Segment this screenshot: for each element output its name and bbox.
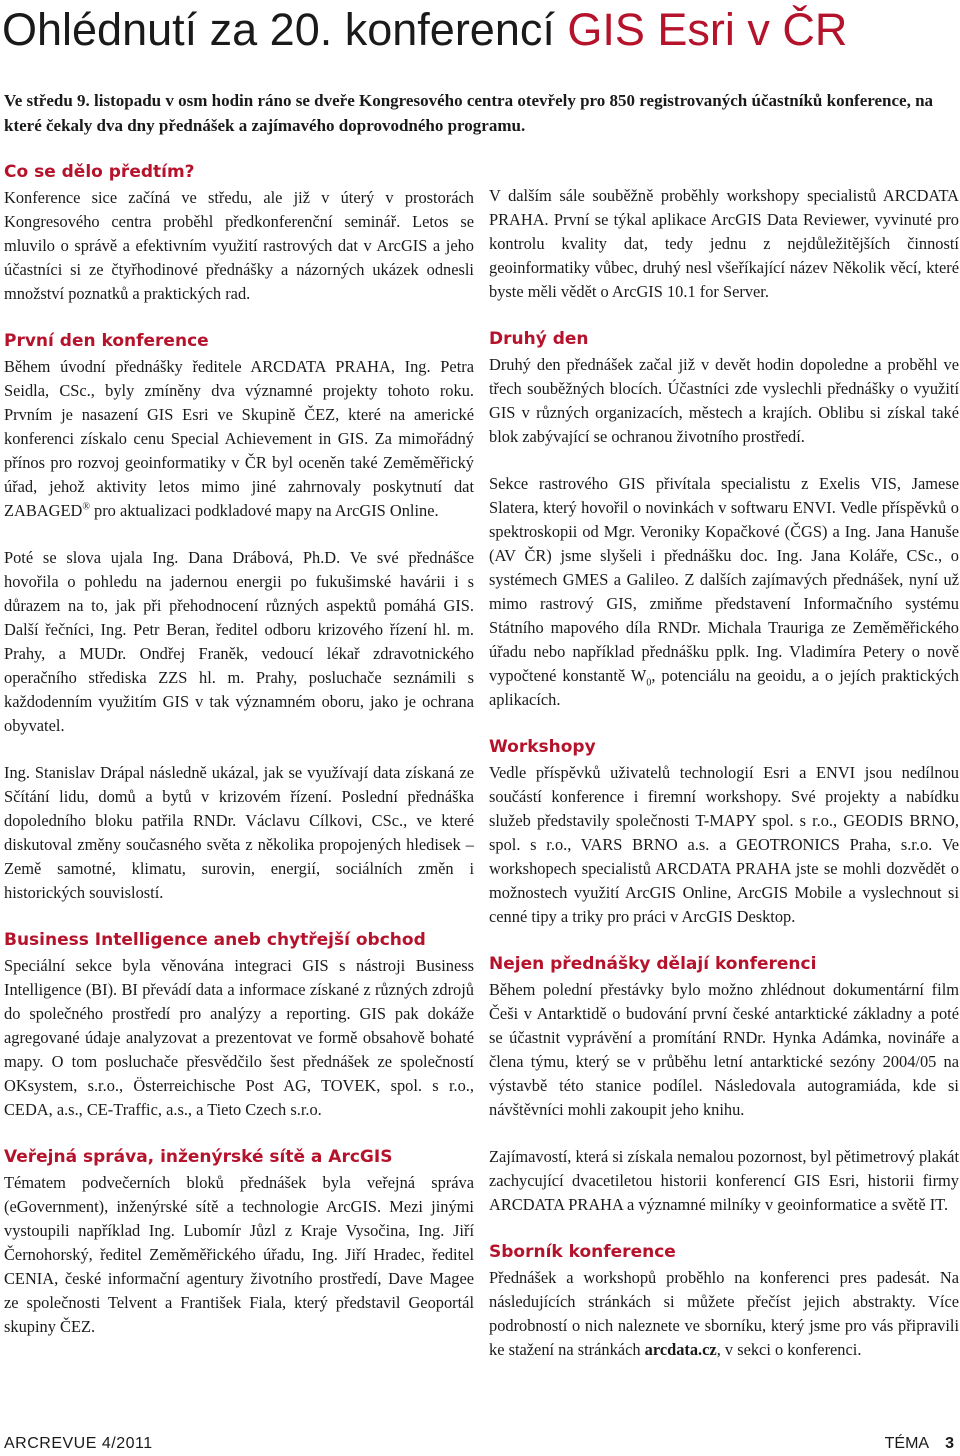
page-title [2,4,847,56]
right-column [489,184,959,1362]
paragraph-druhy-den-1: Druhý den přednášek začal již v devět hodin dopoledne a proběhl ve třech souběžných blocích. Účastníci zde vyslechli přednášky o využití GIS v různých organizacích, městech a krajích. Oblibu si získal také blok zabývající se ochranou životního prostředí. [489,355,959,446]
heading-druhy-den: Druhý den [489,329,589,349]
heading-workshopy: Workshopy [489,737,596,757]
page-number: 3 [945,1435,954,1452]
paragraph-druhy-den-2: Sekce rastrového GIS přivítala specialistu z Exelis VIS, Jamese Slatera, který hovořil o novinkách v softwaru ENVI. Vedle příspěvků o spektroskopii od Mgr. Veroniky Kopačkové (ČGS) a Ing. Jana Hanuše (AV ČR) jsme slyšeli i přednášku doc. Ing. Jana Koláře, CSc., o systémech GMES a Galileo. Z dalších zajímavých přednášek, nyní už mimo rastrový GIS, zmiňme představení Informačního systému Státního mapového díla RNDr. Michala Trauriga ze Zeměměřického úřadu nebo například přednášku pplk. Ing. Vladimíra Petery o nově vypočtené konstantě $W_0$, potenciálu na geoidu, a o jejích praktických aplikacích. [489,474,959,709]
footer-section [885,1434,954,1454]
paragraph-prvni-den-3: Ing. Stanislav Drápal následně ukázal, jak se využívají data získaná ze Sčítání lidu, domů a bytů v krizovém řízení. Poslední přednáška dopoledního bloku patřila RNDr. Václavu Cílkovi, CSc., ve které diskutoval změny současného světa z několika propojených hledisek – Země samotné, klimatu, surovin, energií, sociálních změn i historických souvislostí. [4,763,474,902]
heading-business-intelligence: Business Intelligence aneb chytřejší obchod [4,930,426,950]
paragraph-workshopy-intro: V dalším sále souběžně proběhly workshopy specialistů ARCDATA PRAHA. První se týkal aplikace ArcGIS Data Reviewer, vyvinuté pro kontrolu kvality dat, tedy jednu z nejdůležitějších činností geoinformatiky vůbec, druhý nesl všeříkající název Několik věcí, které byste měli vědět o ArcGIS 10.1 for Server. [489,186,959,301]
footer-publication: ARCREVUE 4/2011 [4,1435,153,1452]
paragraph-predtim: Konference sice začíná ve středu, ale již v úterý v prostorách Kongresového centra proběhl předkonferenční seminář. Letos se mluvilo o správě a efektivním využití rastrových dat v ArcGIS a jeho účastníci si ze čtyřhodinové přednášky a názorných ukázek odnesli množství poznatků a praktických rad. [4,188,474,303]
paragraph-nejen-1: Během polední přestávky bylo možno zhlédnout dokumentární film Češi v Antarktidě o budování první české antarktické základny a poté se účastnit vyprávění a promítání RNDr. Hynka Adámka, novináře a člena týmu, který se v průběhu letní antarktické sezóny 2004/05 na výstavbě této stanice podílel. Následovala autogramiáda, kde si návštěvníci mohli zakoupit jeho knihu. [489,980,959,1119]
lead-paragraph: Ve středu 9. listopadu v osm hodin ráno se dveře Kongresového centra otevřely pro 850 registrovaných účastníků konference, na které čekaly dva dny přednášek a zajímavého doprovodného programu. [4,91,934,135]
paragraph-verejna-sprava: Tématem podvečerních bloků přednášek byla veřejná správa (eGovernment), inženýrské sítě a technologie ArcGIS. Mezi jinými vystoupili například Ing. Lubomír Jůzl z Kraje Vysočina, Ing. Jiří Černohorský, ředitel Zeměměřického úřadu, Ing. Jiří Hradec, ředitel CENIA, české informační agentury životního prostředí, Dave Magee ze společnosti Telvent a František Fiala, který představil Geoportál skupiny ČEZ. [4,1173,474,1336]
paragraph-prvni-den-2: Poté se slova ujala Ing. Dana Drábová, Ph.D. Ve své přednášce hovořila o pohledu na jadernou energii po fukušimské havárii i s důrazem na to, jak při přehodnocení různých aspektů pomáhá GIS. Další řečníci, Ing. Petr Beran, ředitel odboru krizového řízení hl. m. Prahy, a MUDr. Ondřej Franěk, vedoucí lékař zdravotnického operačního střediska ZZS hl. m. Prahy, posluchače seznámili s každodenním využitím GIS v tak významném oboru, jako je ochrana obyvatel. [4,548,474,735]
registered-mark: ® [82,501,90,513]
heading-co-se-delo: Co se dělo předtím? [4,162,195,182]
title-accent: GIS Esri v ČR [567,4,848,55]
heading-nejen-prednasky: Nejen přednášky dělají konferenci [489,954,817,974]
arcdata-link[interactable]: arcdata.cz [644,1340,717,1359]
paragraph-nejen-2: Zajímavostí, která si získala nemalou pozornost, byl pětimetrový plakát zachycující dvacetiletou historii konferencí GIS Esri, historii firmy ARCDATA PRAHA a významné milníky v geoinformatice a světě IT. [489,1147,959,1214]
paragraph-prvni-den-1: Během úvodní přednášky ředitele ARCDATA PRAHA, Ing. Petra Seidla, CSc., byly zmíněny dva významné projekty tohoto roku. Prvním je nasazení GIS Esri ve Skupině ČEZ, které na americké konferenci získalo cenu Special Achievement in GIS. Za mimořádný přínos pro rozvoj geoinformatiky v ČR byl oceněn také Zeměměřický úřad, jehož aktivity letos mimo jiné zahrnovaly poskytnutí dat ZABAGED® pro aktualizaci podkladové mapy na ArcGIS Online. [4,357,474,520]
heading-prvni-den: První den konference [4,331,209,351]
title-main: Ohlédnutí za 20. konferencí [2,4,568,55]
paragraph-sbornik: Přednášek a workshopů proběhlo na konferenci pres padesát. Na následujících stránkách si můžete přečíst jejich abstrakty. Více podrobností o nich naleznete ve sborníku, který jsme pro vás připravili ke stažení na stránkách arcdata.cz, v sekci o konferenci. [489,1268,959,1359]
paragraph-workshopy: Vedle příspěvků uživatelů technologií Esri a ENVI jsou nedílnou součástí konference i firemní workshopy. Své projekty a nabídku služeb představily společnosti T-MAPY spol. s r.o., GEODIS BRNO, spol. s r.o., VARS BRNO a.s. a GEOTRONICS Praha, s.r.o. Ve workshopech specialistů ARCDATA PRAHA jste se mohli dozvědět o možnostech využití ArcGIS Online, ArcGIS Mobile a vyslechnout si cenné tipy a triky pro práci v ArcGIS Desktop. [489,763,959,926]
paragraph-business-intelligence: Speciální sekce byla věnována integraci GIS s nástroji Business Intelligence (BI). BI převádí data a informace získané z různých zdrojů do společného prostředí pro analýzy a reporting. GIS pak dokáže agregované údaje analyzovat a prezentovat ve formě obsahově bohaté mapy. O tom posluchače přesvědčilo šest přednášek ze společností OKsystem, s.r.o., Österreichische Post AG, TOVEK, spol. s r.o., CEDA, a.s., CE-Traffic, a.s., a Tieto Czech s.r.o. [4,956,474,1119]
left-column [4,160,474,1339]
heading-verejna-sprava: Veřejná správa, inženýrské sítě a ArcGIS [4,1147,393,1167]
footer-section-label: TÉMA [884,1435,930,1452]
heading-sbornik: Sborník konference [489,1242,676,1262]
subscript-zero: 0 [646,677,652,689]
